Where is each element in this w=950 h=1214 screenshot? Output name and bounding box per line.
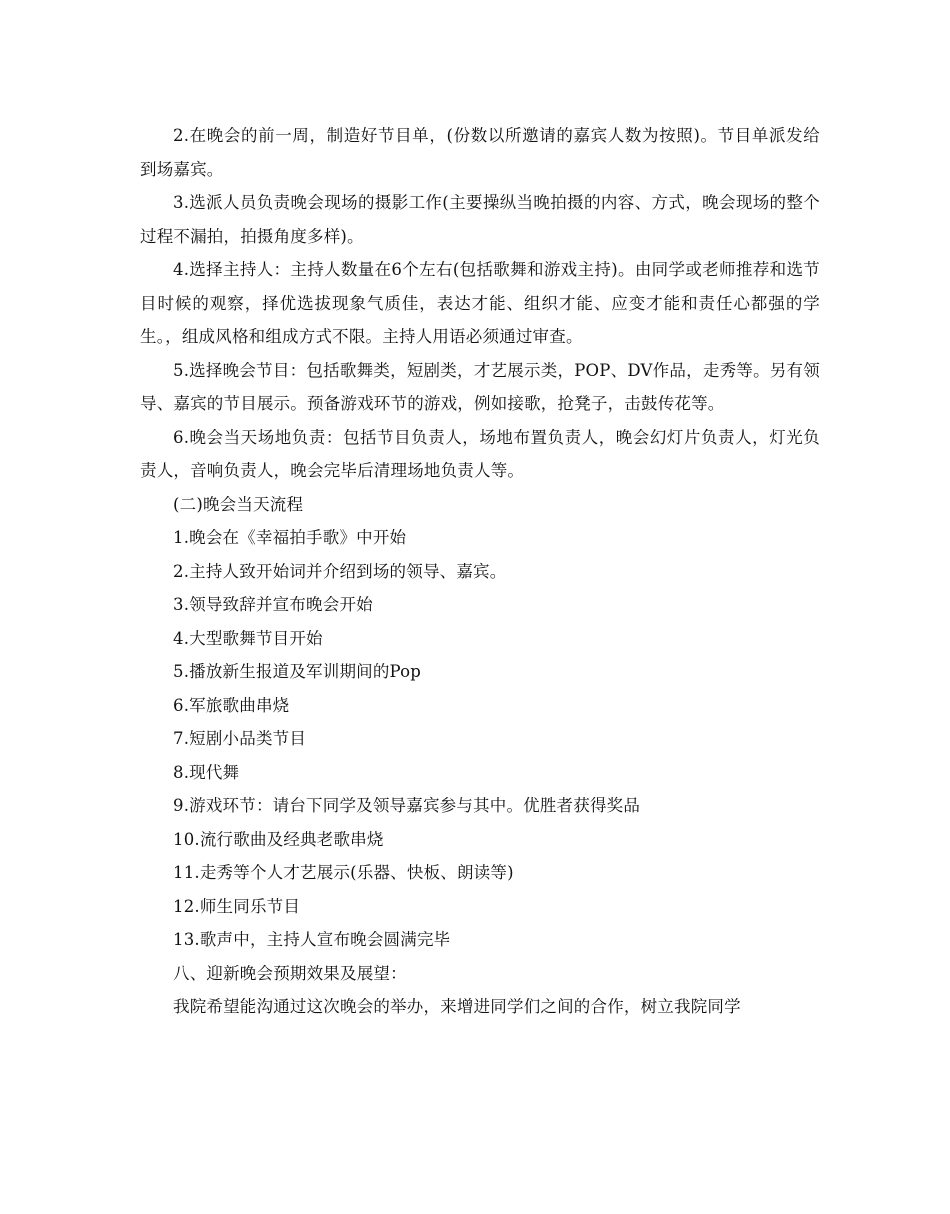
closing-paragraph: 我院希望能沟通过这次晚会的举办，来增进同学们之间的合作，树立我院同学 [173,997,741,1016]
flow-item: 9.游戏环节：请台下同学及领导嘉宾参与其中。优胜者获得奖品 [173,796,641,815]
flow-item: 13.歌声中，主持人宣布晚会圆满完毕 [173,930,451,949]
paragraph-photography: 3.选派人员负责晚会现场的摄影工作(主要操纵当晚拍摄的内容、方式，晚会现场的整个过程不漏拍，拍摄角度多样)。 [140,193,820,246]
flow-item: 7.短剧小品类节目 [173,729,307,748]
paragraph-hosts: 4.选择主持人：主持人数量在6个左右(包括歌舞和游戏主持)。由同学或老师推荐和选节目时候的观察，择优选拔现象气质佳，表达才能、组织才能、应变才能和责任心都强的学生。，组成风格和组成方式不限。主持人用语必须通过审查。 [140,260,820,346]
flow-item: 1.晚会在《幸福拍手歌》中开始 [173,528,407,547]
paragraph-program-list: 2.在晚会的前一周，制造好节目单，(份数以所邀请的嘉宾人数为按照)。节目单派发给到场嘉宾。 [140,126,820,179]
flow-item: 10.流行歌曲及经典老歌串烧 [173,829,384,849]
flow-item: 12.师生同乐节目 [173,896,301,916]
flow-item: 6.军旅歌曲串烧 [173,695,290,715]
flow-item: 3.领导致辞并宣布晚会开始 [173,595,373,614]
flow-item: 8.现代舞 [173,762,240,782]
flow-item: 4.大型歌舞节目开始 [173,628,323,648]
flow-item: 5.播放新生报道及军训期间的Pop [173,662,422,681]
paragraph-programs: 5.选择晚会节目：包括歌舞类，短剧类，才艺展示类，POP、DV作品，走秀等。另有领导、嘉宾的节目展示。预备游戏环节的游戏，例如接歌，抢凳子，击鼓传花等。 [140,360,820,413]
document-body [140,119,820,1024]
section-heading-day-flow: (二)晚会当天流程 [173,494,304,514]
flow-item: 2.主持人致开始词并介绍到场的领导、嘉宾。 [173,561,507,581]
flow-item: 11.走秀等个人才艺展示(乐器、快板、朗读等) [173,863,514,882]
section-heading-expectations: 八、迎新晚会预期效果及展望： [173,963,407,983]
paragraph-venue-duty: 6.晚会当天场地负责：包括节目负责人，场地布置负责人，晚会幻灯片负责人，灯光负责人，音响负责人，晚会完毕后清理场地负责人等。 [140,427,820,480]
